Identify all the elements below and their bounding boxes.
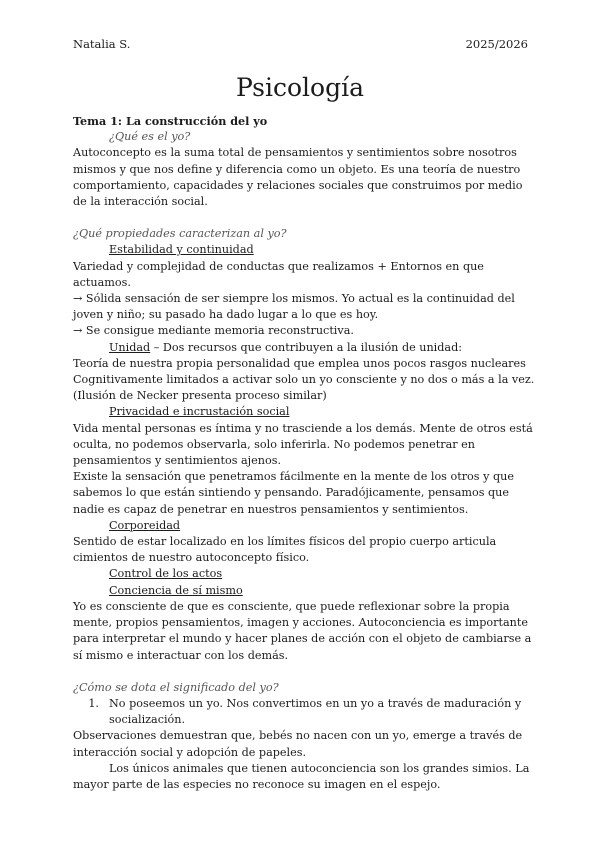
question-meaning: ¿Cómo se dota el significado del yo? — [73, 680, 279, 694]
section-heading-estabilidad-text: Estabilidad y continuidad — [109, 243, 254, 257]
section-heading-conciencia-text: Conciencia de sí mismo — [109, 583, 243, 597]
section-heading-estabilidad — [73, 242, 535, 258]
question-properties: ¿Qué propiedades caracterizan al yo? — [73, 227, 287, 241]
paragraph-estabilidad-3: → Se consigue mediante memoria reconstructiva. — [73, 324, 354, 338]
topic-heading: Tema 1: La construcción del yo — [73, 114, 268, 128]
section-heading-privacidad — [73, 404, 535, 420]
section-heading-corporeidad — [73, 518, 535, 534]
section-heading-conciencia — [73, 583, 535, 599]
question-what-is-self: ¿Qué es el yo? — [109, 130, 191, 144]
paragraph-unidad-1: Teoría de nuestra propia personalidad que emplea unos pocos rasgos nucleares — [73, 356, 526, 370]
paragraph-unidad-2: Cognitivamente limitados a activar solo un yo consciente y no dos o más a la vez. — [73, 373, 535, 387]
paragraph-simios-text: Los únicos animales que tienen autoconciencia son los grandes simios. La mayor parte de las especies no reconoce su imagen en el espejo. — [73, 761, 530, 791]
section-heading-control — [73, 566, 535, 582]
page-title: Psicología — [236, 73, 364, 102]
list-item-text: No poseemos un yo. Nos convertimos en un yo a través de maduración y socialización. — [109, 696, 522, 727]
header-year: 2025/2026 — [465, 37, 528, 51]
section-heading-unidad — [73, 340, 535, 356]
paragraph-autoconcepto: Autoconcepto es la suma total de pensamientos y sentimientos sobre nosotros mismos y que nos define y diferencia como un objeto. Es una teoría de nuestro comportamiento, capacidades y relaciones sociales que construimos por medio de la interacción social. — [73, 146, 523, 209]
paragraph-privacidad-1: Vida mental personas es íntima y no trasciende a los demás. Mente de otros está oculta, no podemos observarla, solo inferirla. No podemos penetrar en pensamientos y sentimientos ajenos. — [73, 421, 533, 468]
header-author: Natalia S. — [73, 37, 131, 51]
section-heading-unidad-rest: – Dos recursos que contribuyen a la ilusión de unidad: — [150, 340, 463, 354]
paragraph-observaciones: Observaciones demuestran que, bebés no nacen con un yo, emerge a través de interacción social y adopción de papeles. — [73, 729, 523, 759]
spacer — [73, 210, 535, 226]
section-heading-unidad-text: Unidad — [109, 340, 151, 354]
paragraph-estabilidad-1: Variedad y complejidad de conductas que realizamos + Entornos en que actuamos. — [73, 259, 484, 289]
section-heading-control-text: Control de los actos — [109, 567, 223, 581]
paragraph-simios — [73, 761, 535, 793]
paragraph-estabilidad-2: → Sólida sensación de ser siempre los mismos. Yo actual es la continuidad del joven y niño; su pasado ha dado lugar a lo que es hoy. — [73, 292, 515, 322]
paragraph-corporeidad: Sentido de estar localizado en los límites físicos del propio cuerpo articula cimientos de nuestro autoconcepto físico. — [73, 535, 497, 565]
paragraph-unidad-3: (Ilusión de Necker presenta proceso similar) — [73, 389, 327, 403]
section-heading-privacidad-text: Privacidad e incrustación social — [109, 405, 290, 419]
list-item — [73, 696, 535, 728]
section-heading-corporeidad-text: Corporeidad — [109, 518, 181, 532]
paragraph-conciencia: Yo es consciente de que es consciente, que puede reflexionar sobre la propia mente, propios pensamientos, imagen y acciones. Autoconciencia es importante para interpretar el mundo y hacer planes de acción con el objeto de cambiarse a sí mismo e interactuar con los demás. — [73, 599, 532, 662]
paragraph-privacidad-2: Existe la sensación que penetramos fácilmente en la mente de los otros y que sabemos lo que están sintiendo y pensando. Paradójicamente, pensamos que nadie es capaz de penetrar en nuestros pensamientos y sentimientos. — [73, 470, 514, 516]
document-body — [73, 113, 535, 793]
list-item-number: 1. — [88, 696, 99, 710]
spacer — [73, 664, 535, 680]
